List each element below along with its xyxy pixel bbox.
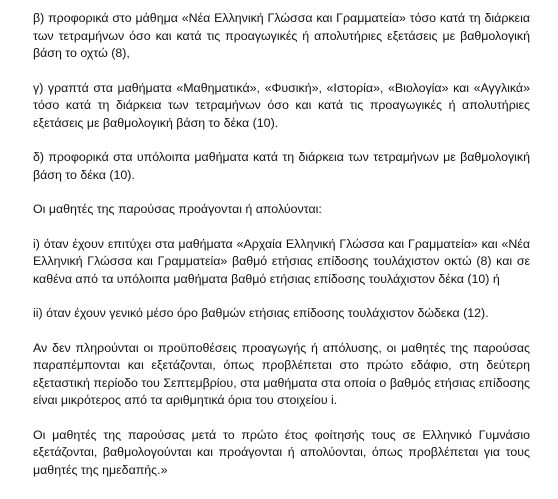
- paragraph-gamma-written-subjects: γ) γραπτά στα μαθήματα «Μαθηματικά», «Φυσική», «Ιστορία», «Βιολογία» και «Αγγλικά» τόσο κατά τη διάρκεια των τετραμήνων όσο και κατά τις προαγωγικές ή απολυτήριες εξετάσεις με βαθμολογική βάση το δέκα (10).: [33, 80, 530, 130]
- paragraph-promotion-intro: Οι μαθητές της παρούσας προάγονται ή απολύονται:: [33, 202, 322, 216]
- paragraph-beta-oral-modern-greek: β) προφορικά στο μάθημα «Νέα Ελληνική Γλώσσα και Γραμματεία» τόσο κατά τη διάρκεια των τετραμήνων όσο και κατά τις προαγωγικές ή απολυτήριες εξετάσεις με βαθμολογική βάση το οχτώ (8),: [33, 11, 530, 60]
- document-page: [33, 10, 530, 496]
- paragraph-after-first-year: Οι μαθητές της παρούσας μετά το πρώτο έτος φοίτησής τους σε Ελληνικό Γυμνάσιο εξετάζονται, βαθμολογούνται και προάγονται ή απολύονται, όπως προβλέπεται για τους μαθητές της ημεδαπής.»: [33, 427, 530, 477]
- paragraph-condition-ii: ii) όταν έχουν γενικό μέσο όρο βαθμών ετήσιας επίδοσης τουλάχιστον δώδεκα (12).: [33, 306, 489, 320]
- paragraph-delta-oral-other-subjects: δ) προφορικά στα υπόλοιπα μαθήματα κατά τη διάρκεια των τετραμήνων με βαθμολογική βάση το δέκα (10).: [33, 150, 530, 182]
- paragraph-september-exams: Αν δεν πληρούνται οι προϋποθέσεις προαγωγής ή απόλυσης, οι μαθητές της παρούσας παραπέμπονται και εξετάζονται, όπως προβλέπεται στο πρώτο εδάφιο, στη δεύτερη εξεταστική περίοδο του Σεπτεμβρίου, στα μαθήματα στα οποία ο βαθμός ετήσιας επίδοσης είναι μικρότερος από τα αριθμητικά όρια του στοιχείου i.: [33, 340, 530, 407]
- paragraph-condition-i: i) όταν έχουν επιτύχει στα μαθήματα «Αρχαία Ελληνική Γλώσσα και Γραμματεία» και «Νέα Ελληνική Γλώσσα και Γραμματεία» βαθμό ετήσιας επίδοσης τουλάχιστον οκτώ (8) και σε καθένα από τα υπόλοιπα μαθήματα βαθμό ετήσιας επίδοσης τουλάχιστον δέκα (10) ή: [33, 236, 530, 286]
